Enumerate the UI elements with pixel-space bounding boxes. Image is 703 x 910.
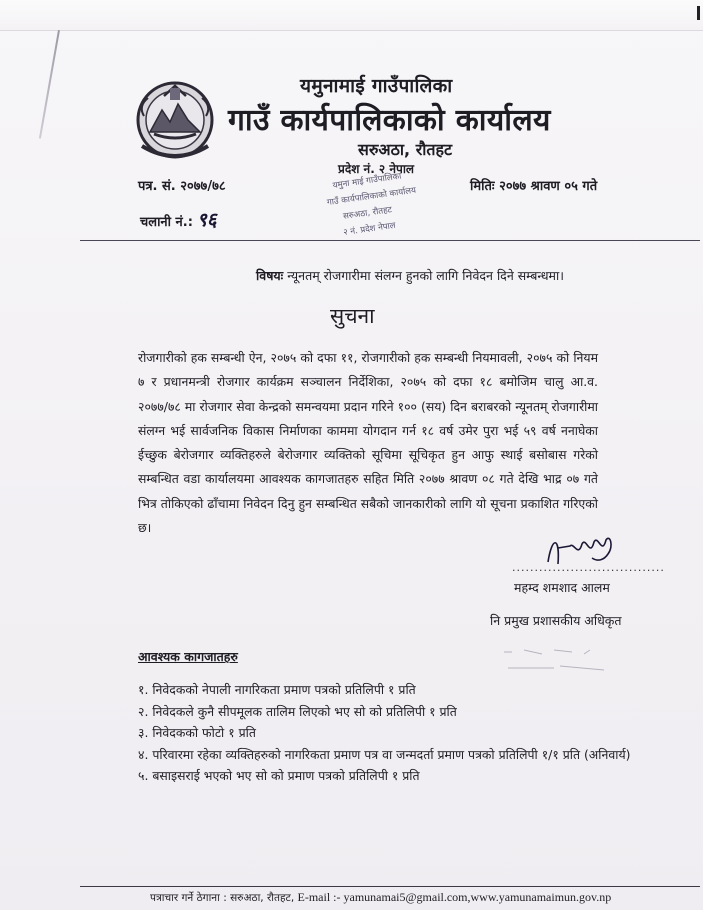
nepal-emblem-icon (134, 76, 216, 162)
footer-address: पत्राचार गर्ने ठेगाना : सरुअठा, रौतहट, (150, 892, 295, 904)
requirements-title: आवश्यक कागजातहरु (138, 649, 238, 664)
subject-text: न्यूनतम् रोजगारीमा संलग्न हुनको लागि निवेदन दिने सम्बन्धमा। (287, 268, 564, 283)
requirements-list (138, 679, 638, 787)
scan-top-edge (0, 0, 703, 31)
dispatch-label: चलानी नं.: (140, 215, 193, 230)
footer-email-web: E-mail :- yamunamai5@gmail.com,www.yamunamaimun.gov.np (297, 890, 612, 904)
signatory-name: महम्द शमशाद आलम (514, 580, 610, 595)
requirement-item: १. निवेदकको नेपाली नागरिकता प्रमाण पत्रको प्रतिलिपी १ प्रति (138, 682, 416, 697)
office-seal-stamp (318, 166, 438, 244)
stamp-line-1: यमुना माई गाउँपालिका (332, 171, 402, 192)
notice-title: सुचना (330, 304, 375, 328)
office-name: गाउँ कार्यपालिकाको कार्यालय (228, 103, 551, 138)
subject-label: विषयः (256, 268, 284, 283)
scan-pen-stroke (39, 30, 60, 139)
dispatch-number (140, 206, 217, 232)
scan-edge-mark (697, 6, 700, 20)
footer-contact (150, 890, 611, 905)
dispatch-value: ९६ (196, 209, 217, 231)
footer-divider (80, 886, 700, 887)
requirement-item: ३. निवेदकको फोटो १ प्रति (138, 725, 256, 740)
province-label: प्रदेश नं. २ नेपाल (338, 162, 415, 176)
signatory-title: नि प्रमुख प्रशासकीय अधिकृत (490, 613, 622, 628)
header-divider (80, 240, 700, 241)
stamp-line-3: सरुअठा, रौतहट (342, 205, 393, 222)
notice-body: रोजगारीको हक सम्बन्धी ऐन, २०७५ को दफा ११, रोजगारीको हक सम्बन्धी नियमावली, २०७५ को नियम ७ र प्रधानमन्त्री रोजगार कार्यक्रम सञ्चालन निर्देशिका, २०७५ को दफा १८ बमोजिम चालु आ.व. २०७७/७८ मा रोजगार सेवा केन्द्रको समन्वयमा प्रदान गरिने १०० (सय) दिन बराबरको न्यूनतम् रोजगारीमा संलग्न भई सार्वजनिक विकास निर्माणका काममा योगदान गर्न १८ वर्ष उमेर पुरा भई ५९ वर्ष ननाघेका ईच्छुक बेरोजगार व्यक्तिहरुले बेरोजगार व्यक्तिको सूचिमा सूचिकृत हुन आफु स्थाई बसोबास गरेको सम्बन्धित वडा कार्यालयमा आवश्यक कागजातहरु सहित मिति २०७७ श्रावण ०८ गते देखि भाद्र ०७ गते भित्र तोकिएको ढाँचामा निवेदन दिनु हुन सम्बन्धित सबैको जानकारीको लागि यो सूचना प्रकाशित गरिएको छ। (138, 350, 598, 536)
letter-number: पत्र. सं. २०७७/७८ (138, 179, 226, 194)
faint-seal-impression (494, 644, 624, 678)
stamp-line-4: २ नं. प्रदेश नेपाल (342, 220, 397, 239)
requirement-item: २. निवेदकले कुनै सीपमूलक तालिम लिएको भए सो को प्रतिलिपी १ प्रति (138, 703, 457, 719)
office-location: सरुअठा, रौतहट (358, 140, 453, 159)
municipality-name: यमुनामाई गाउँपालिका (300, 75, 453, 97)
requirement-item: ४. परिवारमा रहेका व्यक्तिहरुको नागरिकता प्रमाण पत्र वा जन्मदर्ता प्रमाण पत्रको प्रतिलिपी १/१ प्रति (अनिवार्य) (138, 746, 631, 762)
signature-dotted-line: .................................. (512, 561, 665, 574)
requirement-item: ५. बसाइसराई भएको भए सो को प्रमाण पत्रको प्रतिलिपी १ प्रति (138, 768, 420, 783)
subject-line (256, 267, 564, 284)
letter-date: मितिः २०७७ श्रावण ०५ गते (470, 179, 598, 194)
stamp-line-2: गाउँ कार्यपालिकाको कार्यालय (326, 185, 417, 209)
